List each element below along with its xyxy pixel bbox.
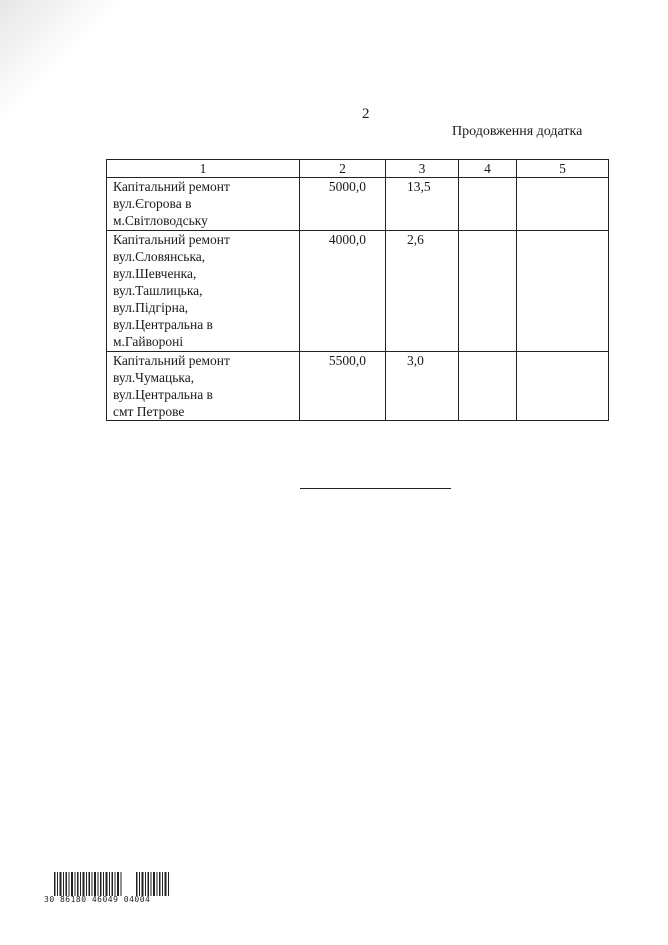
table-header-row [107, 160, 609, 178]
description-line: м.Гайвороні [113, 334, 184, 349]
header-col-1: 1 [107, 160, 300, 178]
description-line: м.Світловодську [113, 213, 208, 228]
header-col-5: 5 [517, 160, 609, 178]
end-separator-line [300, 488, 451, 489]
row-description [107, 352, 300, 421]
header-col-2: 2 [300, 160, 386, 178]
cell-col-2: 4000,0 [300, 231, 386, 352]
row-description [107, 178, 300, 231]
cell-col-4 [459, 352, 517, 421]
cell-col-5 [517, 231, 609, 352]
table-row [107, 178, 609, 231]
description-line: вул.Центральна в [113, 317, 213, 332]
description-line: вул.Ташлицька, [113, 283, 203, 298]
barcode-digits: 30 86180 46049 04004 [44, 895, 151, 904]
description-line: вул.Шевченка, [113, 266, 197, 281]
description-line: Капітальний ремонт [113, 232, 230, 247]
table-row [107, 231, 609, 352]
cell-col-4 [459, 231, 517, 352]
appendix-table [106, 159, 609, 421]
header-col-4: 4 [459, 160, 517, 178]
table-row [107, 352, 609, 421]
description-line: вул.Чумацька, [113, 370, 195, 385]
description-line: Капітальний ремонт [113, 179, 230, 194]
header-col-3: 3 [386, 160, 459, 178]
cell-col-2: 5500,0 [300, 352, 386, 421]
description-line: вул.Єгорова в [113, 196, 192, 211]
cell-col-2: 5000,0 [300, 178, 386, 231]
description-line: вул.Словянська, [113, 249, 206, 264]
cell-col-3: 3,0 [386, 352, 459, 421]
cell-col-5 [517, 178, 609, 231]
cell-col-5 [517, 352, 609, 421]
page-number: 2 [362, 106, 370, 122]
description-line: смт Петрове [113, 404, 185, 419]
row-description [107, 231, 300, 352]
description-line: вул.Центральна в [113, 387, 213, 402]
description-line: Капітальний ремонт [113, 353, 230, 368]
cell-col-3: 2,6 [386, 231, 459, 352]
continuation-label: Продовження додатка [452, 124, 583, 139]
cell-col-4 [459, 178, 517, 231]
scan-corner-shadow [0, 0, 120, 120]
description-line: вул.Підгірна, [113, 300, 189, 315]
cell-col-3: 13,5 [386, 178, 459, 231]
